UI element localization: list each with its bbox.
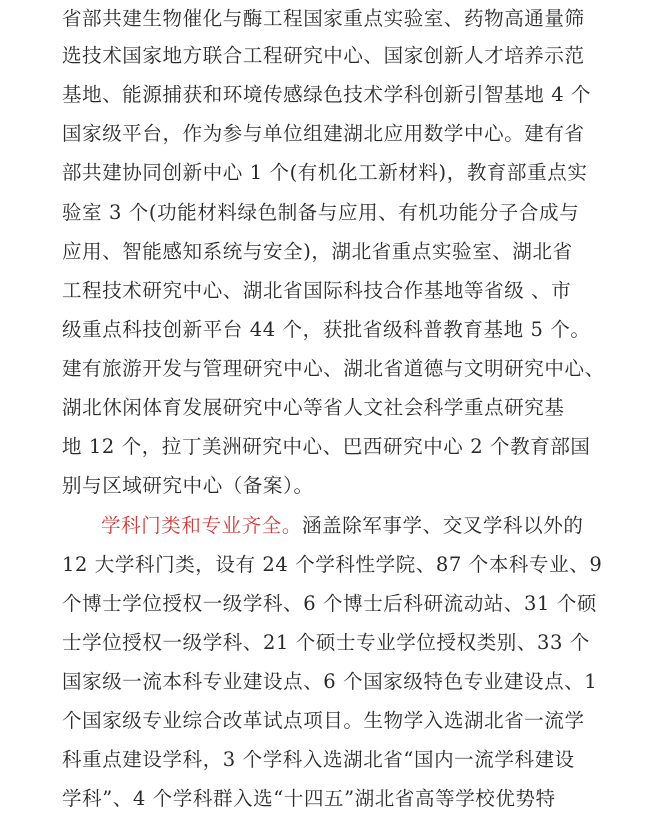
text-line: 应用、智能感知系统与安全)，湖北省重点实验室、湖北省 [62, 240, 573, 263]
section-heading: 学科门类和专业齐全。 [101, 514, 303, 537]
text-line: 个国家级专业综合改革试点项目。生物学入选湖北省一流学 [62, 709, 585, 732]
text-line: 工程技术研究中心、湖北省国际科技合作基地等省级 、市 [62, 279, 572, 302]
text-line: 12 大学科门类，设有 24 个学科性学院、87 个本科专业、9 [62, 553, 603, 576]
text-line: 省部共建生物催化与酶工程国家重点实验室、药物高通量筛 [62, 7, 585, 30]
text-line: 验室 3 个(功能材料绿色制备与应用、有机功能分子合成与 [62, 201, 580, 224]
text-line: 学科”、4 个学科群入选“十四五”湖北省高等学校优势特 [62, 787, 556, 810]
text-line: 湖北休闲体育发展研究中心等省人文社会科学重点研究基 [62, 396, 565, 419]
text-line: 部共建协同创新中心 1 个(有机化工新材料)，教育部重点实 [62, 161, 588, 184]
text-line: 级重点科技创新平台 44 个，获批省级科普教育基地 5 个。 [62, 318, 591, 341]
text-line: 士学位授权一级学科、21 个硕士专业学位授权类别、33 个 [62, 631, 590, 654]
text-line: 基地、能源捕获和环境传感绿色技术学科创新引智基地 4 个 [62, 83, 592, 106]
text-line: 选技术国家地方联合工程研究中心、国家创新人才培养示范 [62, 44, 585, 67]
text-line: 个博士学位授权一级学科、6 个博士后科研流动站、31 个硕 [62, 592, 598, 615]
text-line-rest: 涵盖除军事学、交叉学科以外的 [302, 514, 584, 537]
text-line: 别与区域研究中心（备案）。 [62, 474, 314, 497]
text-line: 国家级平台，作为参与单位组建湖北应用数学中心。建有省 [62, 122, 585, 145]
paragraph-first-line [101, 507, 583, 545]
text-line: 科重点建设学科，3 个学科入选湖北省“国内一流学科建设 [62, 748, 575, 771]
text-line: 地 12 个，拉丁美洲研究中心、巴西研究中心 2 个教育部国 [62, 435, 591, 458]
text-line: 国家级一流本科专业建设点、6 个国家级特色专业建设点、1 [62, 670, 598, 693]
text-line: 建有旅游开发与管理研究中心、湖北省道德与文明研究中心、 [62, 357, 605, 380]
